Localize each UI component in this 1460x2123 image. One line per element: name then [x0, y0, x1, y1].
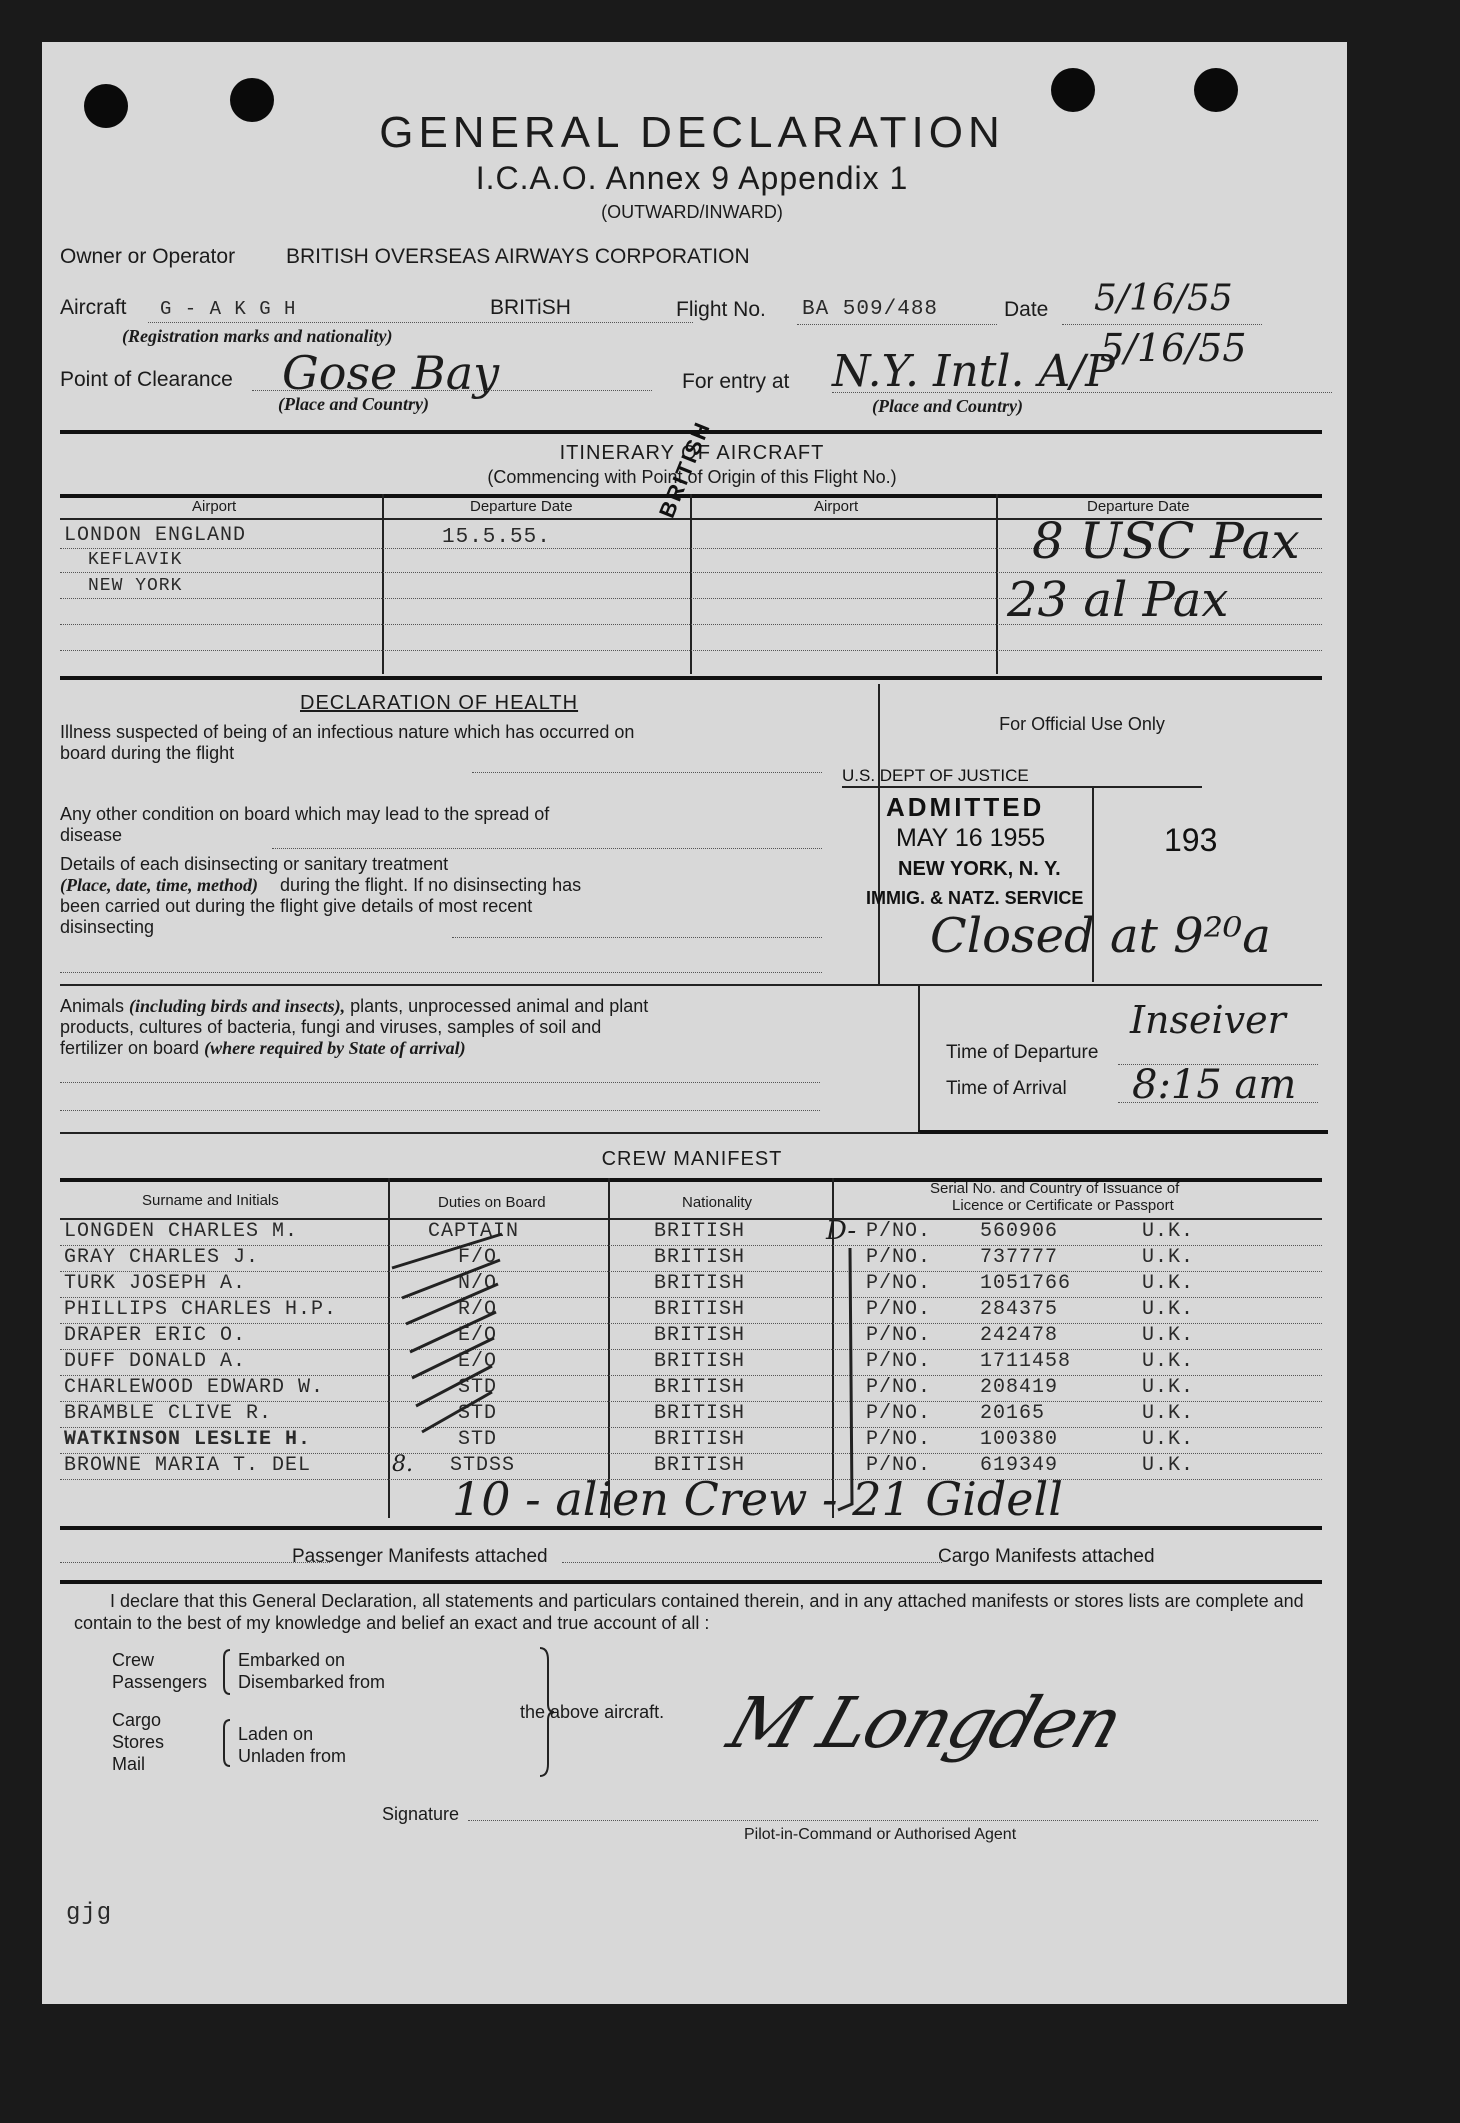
animals-text-b: (including birds and insects),	[129, 996, 346, 1016]
decl-embarked: Embarked on	[238, 1650, 346, 1670]
crew-passport-number: 560906	[980, 1220, 1059, 1243]
date-value-corrected: 5/16/55	[1100, 326, 1247, 370]
health-q2: Any other condition on board which may lead to the spread of disease	[60, 804, 550, 845]
crew-mark-8: 8.	[392, 1452, 413, 1477]
crew-passport-prefix: P/NO.	[866, 1272, 932, 1295]
itinerary-note-2: 23 al Pax	[1007, 572, 1229, 628]
decl-above: the above aircraft.	[520, 1702, 665, 1722]
crew-name: PHILLIPS CHARLES H.P.	[64, 1298, 338, 1321]
crew-passport-country: U.K.	[1142, 1402, 1195, 1425]
decl-braces	[222, 1646, 562, 1786]
itinerary-title: ITINERARY OF AIRCRAFT	[559, 442, 825, 464]
health-title: DECLARATION OF HEALTH	[300, 692, 579, 714]
crew-passport-number: 20165	[980, 1402, 1046, 1425]
crew-passport-number: 284375	[980, 1298, 1059, 1321]
departure-time-label: Time of Departure	[946, 1042, 1099, 1063]
itinerary-note-1: 8 USC Pax	[1032, 512, 1300, 570]
crew-row	[42, 1350, 1342, 1376]
crew-duty: N/O	[458, 1272, 498, 1295]
itinerary-col-departure-2: Departure Date	[1087, 498, 1190, 515]
crew-col-nationality: Nationality	[682, 1194, 753, 1211]
form-title: GENERAL DECLARATION	[379, 108, 1005, 157]
form-direction: (OUTWARD/INWARD)	[601, 202, 783, 222]
crew-row	[42, 1220, 1342, 1246]
decl-passengers: Passengers	[112, 1672, 208, 1692]
crew-passport-number: 100380	[980, 1428, 1059, 1451]
crew-passport-prefix: P/NO.	[866, 1298, 932, 1321]
itinerary-airport: LONDON ENGLAND	[64, 524, 247, 547]
footer-initials: gjg	[66, 1900, 113, 1927]
crew-nationality: BRITISH	[654, 1220, 746, 1243]
crew-name: BROWNE MARIA T. DEL	[64, 1454, 312, 1477]
crew-handwritten-total: 10 - alien Crew - 21 Gidell	[452, 1472, 1063, 1526]
decl-mail: Mail	[112, 1754, 146, 1774]
crew-name: TURK JOSEPH A.	[64, 1272, 247, 1295]
aircraft-nationality: BRITiSH	[490, 296, 571, 319]
stamp-service: IMMIG. & NATZ. SERVICE	[866, 888, 1084, 908]
clearance-note: (Place and Country)	[278, 394, 429, 414]
crew-name: DRAPER ERIC O.	[64, 1324, 247, 1347]
crew-row	[42, 1402, 1342, 1428]
itinerary-departure-date: 15.5.55.	[442, 526, 551, 549]
crew-duty: STD	[458, 1428, 498, 1451]
crew-row	[42, 1376, 1342, 1402]
crew-nationality: BRITISH	[654, 1428, 746, 1451]
punch-hole	[1051, 68, 1095, 112]
crew-name: BRAMBLE CLIVE R.	[64, 1402, 273, 1425]
animals-text-d: (where required by State of arrival)	[204, 1038, 466, 1058]
crew-passport-country: U.K.	[1142, 1246, 1195, 1269]
signer-role: Pilot-in-Command or Authorised Agent	[744, 1826, 1017, 1843]
crew-nationality: BRITISH	[654, 1402, 746, 1425]
flight-label: Flight No.	[676, 298, 766, 321]
crew-passport-number: 242478	[980, 1324, 1059, 1347]
decl-stores: Stores	[112, 1732, 165, 1752]
crew-row	[42, 1324, 1342, 1350]
owner-value: BRITISH OVERSEAS AIRWAYS CORPORATION	[286, 245, 750, 268]
crew-mark-d: D-	[826, 1216, 857, 1246]
health-q3a: Details of each disinsecting or sanitary treatment	[60, 854, 449, 874]
aircraft-registration: G - A K G H	[160, 298, 297, 320]
entry-value: N.Y. Intl. A/P	[832, 346, 1115, 397]
itinerary-subtitle: (Commencing with Point of Origin of this Flight No.)	[487, 467, 897, 487]
crew-name: GRAY CHARLES J.	[64, 1246, 260, 1269]
crew-duty: STDSS	[450, 1454, 516, 1477]
animals-text	[60, 996, 660, 1059]
animals-text-c: plants, unprocessed animal and plant products, cultures of bacteria, fungi and viruses, samples of soil and fertilizer on board	[60, 996, 649, 1058]
aircraft-note: (Registration marks and nationality)	[122, 326, 393, 346]
stamp-closed: Closed at 9²⁰a	[930, 908, 1271, 964]
punch-hole	[1194, 68, 1238, 112]
date-value: 5/16/55	[1094, 278, 1233, 319]
entry-label: For entry at	[682, 370, 790, 393]
date-label: Date	[1004, 298, 1049, 321]
health-q3b-text: (Place, date, time, method)	[60, 875, 258, 895]
clearance-value: Gose Bay	[282, 346, 500, 400]
crew-col-surname: Surname and Initials	[142, 1192, 279, 1209]
crew-duty: CAPTAIN	[428, 1220, 520, 1243]
crew-title: CREW MANIFEST	[601, 1148, 783, 1170]
crew-row	[42, 1246, 1342, 1272]
aircraft-label: Aircraft	[60, 296, 127, 319]
crew-nationality: BRITISH	[654, 1454, 746, 1477]
itinerary-col-airport: Airport	[192, 498, 237, 515]
crew-passport-prefix: P/NO.	[866, 1324, 932, 1347]
itinerary-col-airport-2: Airport	[814, 498, 859, 515]
crew-row	[42, 1428, 1342, 1454]
crew-passport-prefix: P/NO.	[866, 1350, 932, 1373]
crew-passport-number: 1051766	[980, 1272, 1072, 1295]
crew-name: LONGDEN CHARLES M.	[64, 1220, 299, 1243]
clearance-label: Point of Clearance	[60, 368, 233, 391]
crew-name: WATKINSON LESLIE H.	[64, 1428, 312, 1451]
crew-passport-number: 208419	[980, 1376, 1059, 1399]
decl-disembarked: Disembarked from	[238, 1672, 386, 1692]
stamp-place: NEW YORK, N. Y.	[898, 858, 1061, 880]
crew-row	[42, 1272, 1342, 1298]
health-q1: Illness suspected of being of an infectious nature which has occurred on board during the flight	[60, 722, 635, 763]
crew-nationality: BRITISH	[654, 1376, 746, 1399]
crew-passport-country: U.K.	[1142, 1298, 1195, 1321]
arrival-time-label: Time of Arrival	[946, 1078, 1067, 1099]
stamp-admitted: ADMITTED	[886, 792, 1045, 822]
crew-passport-prefix: P/NO.	[866, 1402, 932, 1425]
crew-passport-country: U.K.	[1142, 1376, 1195, 1399]
signature-label: Signature	[382, 1804, 460, 1824]
departure-time-value: Inseiver	[1130, 998, 1286, 1042]
crew-passport-number: 1711458	[980, 1350, 1072, 1373]
crew-passport-country: U.K.	[1142, 1350, 1195, 1373]
crew-name: CHARLEWOOD EDWARD W.	[64, 1376, 325, 1399]
crew-passport-prefix: P/NO.	[866, 1246, 932, 1269]
crew-passport-number: 619349	[980, 1454, 1059, 1477]
crew-nationality: BRITISH	[654, 1246, 746, 1269]
stamp-number: 193	[1164, 822, 1218, 858]
crew-passport-country: U.K.	[1142, 1454, 1195, 1477]
crew-duty: E/O	[458, 1324, 498, 1347]
official-use: For Official Use Only	[999, 714, 1165, 734]
animals-text-a: Animals	[60, 996, 125, 1016]
stamp-dept: U.S. DEPT OF JUSTICE	[842, 766, 1029, 785]
crew-duty: R/O	[458, 1298, 498, 1321]
crew-passport-country: U.K.	[1142, 1272, 1195, 1295]
crew-nationality: BRITISH	[654, 1350, 746, 1373]
crew-col-duties: Duties on Board	[438, 1194, 546, 1211]
entry-note: (Place and Country)	[872, 396, 1023, 416]
crew-duty: F/O	[458, 1246, 498, 1269]
crew-tick-marks	[382, 1228, 512, 1468]
declaration-text: I declare that this General Declaration, all statements and particulars contained therein, and in any attached manifests or stores lists are complete and contain to the best of my knowledge and belief an exact and true account of all :	[74, 1591, 1304, 1633]
crew-name: DUFF DONALD A.	[64, 1350, 247, 1373]
arrival-time-value: 8:15 am	[1132, 1062, 1297, 1108]
stamp-date: MAY 16 1955	[896, 824, 1046, 852]
itinerary-airport: NEW YORK	[88, 576, 183, 596]
crew-nationality: BRITISH	[654, 1272, 746, 1295]
crew-passport-prefix: P/NO.	[866, 1428, 932, 1451]
crew-row	[42, 1298, 1342, 1324]
itinerary-col-departure: Departure Date	[470, 498, 573, 515]
itinerary-airport: KEFLAVIK	[88, 550, 183, 570]
passenger-manifests: Passenger Manifests attached	[292, 1546, 548, 1567]
decl-laden: Laden on	[238, 1724, 314, 1744]
crew-passport-country: U.K.	[1142, 1428, 1195, 1451]
decl-unladen: Unladen from	[238, 1746, 347, 1766]
decl-cargo: Cargo	[112, 1710, 162, 1730]
crew-passport-prefix: P/NO.	[866, 1220, 932, 1243]
crew-col-serial-2: Licence or Certificate or Passport	[952, 1197, 1174, 1214]
itinerary-stamp: BRITISH	[654, 417, 716, 522]
crew-passport-country: U.K.	[1142, 1324, 1195, 1347]
flight-value: BA 509/488	[802, 298, 939, 321]
crew-col-serial-1: Serial No. and Country of Issuance of	[930, 1180, 1180, 1197]
owner-label: Owner or Operator	[60, 245, 236, 268]
crew-duty: STD	[458, 1402, 498, 1425]
crew-passport-prefix: P/NO.	[866, 1454, 932, 1477]
declaration-form	[42, 42, 1347, 2004]
crew-passport-number: 737777	[980, 1246, 1059, 1269]
crew-nationality: BRITISH	[654, 1298, 746, 1321]
crew-passport-prefix: P/NO.	[866, 1376, 932, 1399]
crew-duty: E/O	[458, 1350, 498, 1373]
crew-nationality: BRITISH	[654, 1324, 746, 1347]
crew-duty: STD	[458, 1376, 498, 1399]
signature-value: M Longden	[718, 1682, 1132, 1764]
health-q3c: during the flight. If no disinsecting has been carried out during the flight give details of most recent disinsecting	[60, 875, 582, 937]
decl-crew: Crew	[112, 1650, 155, 1670]
form-subtitle: I.C.A.O. Annex 9 Appendix 1	[475, 160, 909, 196]
cargo-manifests: Cargo Manifests attached	[938, 1546, 1155, 1567]
crew-passport-country: U.K.	[1142, 1220, 1195, 1243]
